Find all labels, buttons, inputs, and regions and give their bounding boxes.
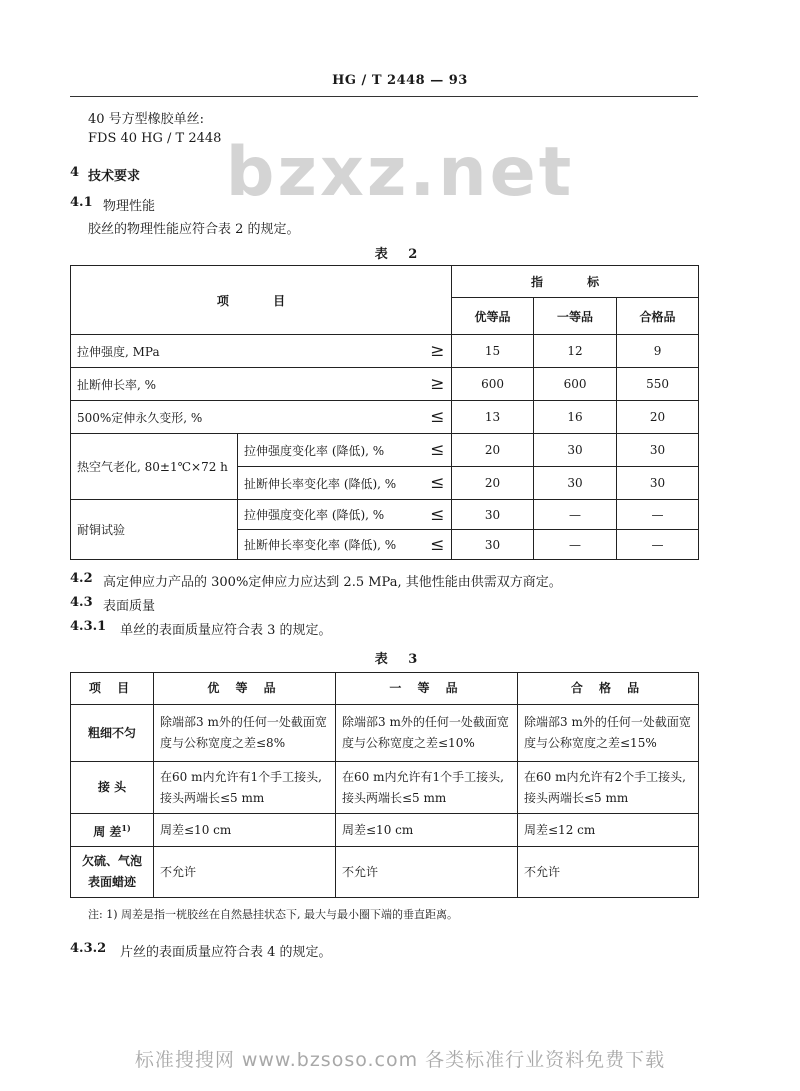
intro-line-1: 40 号方型橡胶单丝: (88, 112, 205, 127)
table-row (71, 335, 699, 368)
spec-cell: 周差≤10 cm (336, 814, 518, 847)
value-cell: — (617, 530, 699, 560)
comparator: ≤ (424, 434, 452, 467)
table-row (71, 368, 699, 401)
value-cell: 600 (534, 368, 617, 401)
row-item: 拉伸强度变化率 (降低), % (238, 434, 424, 467)
comparator: ≤ (424, 530, 452, 560)
table-3-header: 一 等 品 (336, 673, 518, 705)
value-cell: 30 (534, 467, 617, 500)
row-item: 扯断伸长率变化率 (降低), % (238, 530, 424, 560)
value-cell: 12 (534, 335, 617, 368)
section-4-3-1-number: 4.3.1 (70, 619, 107, 634)
spec-cell: 在60 m内允许有2个手工接头, 接头两端长≤5 mm (518, 762, 699, 814)
section-4-3-title: 表面质量 (103, 599, 156, 614)
table-row (71, 434, 699, 467)
table-3 (70, 672, 699, 898)
row-item: 扯断伸长率变化率 (降低), % (238, 467, 424, 500)
row-item: 500%定伸永久变形, % (71, 401, 424, 434)
comparator: ≥ (424, 368, 452, 401)
table-row (71, 500, 699, 530)
value-cell: 15 (452, 335, 534, 368)
table-2 (70, 265, 699, 560)
spec-cell: 在60 m内允许有1个手工接头, 接头两端长≤5 mm (336, 762, 518, 814)
table-3-header: 项 目 (71, 673, 154, 705)
header-rule (70, 96, 698, 97)
watermark: bzxz.net (225, 133, 575, 212)
spec-cell: 不允许 (336, 847, 518, 898)
spec-cell: 不允许 (518, 847, 699, 898)
table-row (71, 847, 699, 898)
row-item: 扯断伸长率, % (71, 368, 424, 401)
comparator: ≤ (424, 500, 452, 530)
table-3-note: 注: 1) 周差是指一桄胶丝在自然悬挂状态下, 最大与最小圈下端的垂直距离。 (88, 908, 458, 921)
value-cell: 20 (452, 467, 534, 500)
table-row (71, 705, 699, 762)
table-2-grade-header: 一等品 (534, 298, 617, 335)
intro-line-2: FDS 40 HG / T 2448 (88, 131, 222, 146)
table-2-item-header: 项 目 (71, 266, 452, 335)
section-4-2-body: 高定伸应力产品的 300%定伸应力应达到 2.5 MPa, 其他性能由供需双方商定。 (103, 575, 562, 590)
footer-watermark: 标准搜搜网 www.bzsoso.com 各类标准行业资料免费下载 (134, 1049, 666, 1071)
table-2-index-header: 指 标 (452, 266, 699, 298)
value-cell: 30 (534, 434, 617, 467)
section-4-number: 4 (70, 165, 80, 180)
value-cell: 30 (452, 500, 534, 530)
table-row (71, 401, 699, 434)
section-4-2-number: 4.2 (70, 571, 93, 586)
table-3-header: 优 等 品 (154, 673, 336, 705)
section-4-1-body: 胶丝的物理性能应符合表 2 的规定。 (88, 222, 300, 237)
section-4-title: 技术要求 (88, 169, 141, 184)
group-label: 热空气老化, 80±1℃×72 h (71, 434, 238, 500)
row-item: 欠硫、气泡 表面蜡迹 (71, 847, 154, 898)
comparator: ≤ (424, 467, 452, 500)
spec-cell: 周差≤12 cm (518, 814, 699, 847)
comparator: ≥ (424, 335, 452, 368)
table-3-header: 合 格 品 (518, 673, 699, 705)
section-4-3-2-body: 片丝的表面质量应符合表 4 的规定。 (120, 945, 332, 960)
value-cell: 600 (452, 368, 534, 401)
row-item: 接 头 (71, 762, 154, 814)
spec-cell: 除端部3 m外的任何一处截面宽 度与公称宽度之差≤10% (336, 705, 518, 762)
table-row (71, 814, 699, 847)
table-2-grade-header: 优等品 (452, 298, 534, 335)
row-item: 拉伸强度, MPa (71, 335, 424, 368)
value-cell: 30 (452, 530, 534, 560)
value-cell: 9 (617, 335, 699, 368)
section-4-3-number: 4.3 (70, 595, 93, 610)
spec-cell: 不允许 (154, 847, 336, 898)
row-item: 周 差$^{1)}$ (71, 814, 154, 847)
row-item: 拉伸强度变化率 (降低), % (238, 500, 424, 530)
value-cell: 30 (617, 467, 699, 500)
group-label: 耐铜试验 (71, 500, 238, 560)
value-cell: 13 (452, 401, 534, 434)
value-cell: 16 (534, 401, 617, 434)
value-cell: 30 (617, 434, 699, 467)
value-cell: — (534, 530, 617, 560)
section-4-1-number: 4.1 (70, 195, 93, 210)
table-2-caption: 表 2 (374, 247, 426, 262)
comparator: ≤ (424, 401, 452, 434)
value-cell: — (534, 500, 617, 530)
value-cell: 20 (617, 401, 699, 434)
value-cell: — (617, 500, 699, 530)
row-item: 粗细不匀 (71, 705, 154, 762)
spec-cell: 除端部3 m外的任何一处截面宽 度与公称宽度之差≤15% (518, 705, 699, 762)
value-cell: 550 (617, 368, 699, 401)
section-4-3-2-number: 4.3.2 (70, 941, 107, 956)
spec-cell: 在60 m内允许有1个手工接头, 接头两端长≤5 mm (154, 762, 336, 814)
table-2-grade-header: 合格品 (617, 298, 699, 335)
spec-cell: 周差≤10 cm (154, 814, 336, 847)
table-3-caption: 表 3 (374, 652, 426, 667)
page-header: HG / T 2448 — 93 (332, 73, 468, 88)
section-4-3-1-body: 单丝的表面质量应符合表 3 的规定。 (120, 623, 332, 638)
table-row (71, 762, 699, 814)
spec-cell: 除端部3 m外的任何一处截面宽 度与公称宽度之差≤8% (154, 705, 336, 762)
value-cell: 20 (452, 434, 534, 467)
section-4-1-title: 物理性能 (103, 199, 156, 214)
